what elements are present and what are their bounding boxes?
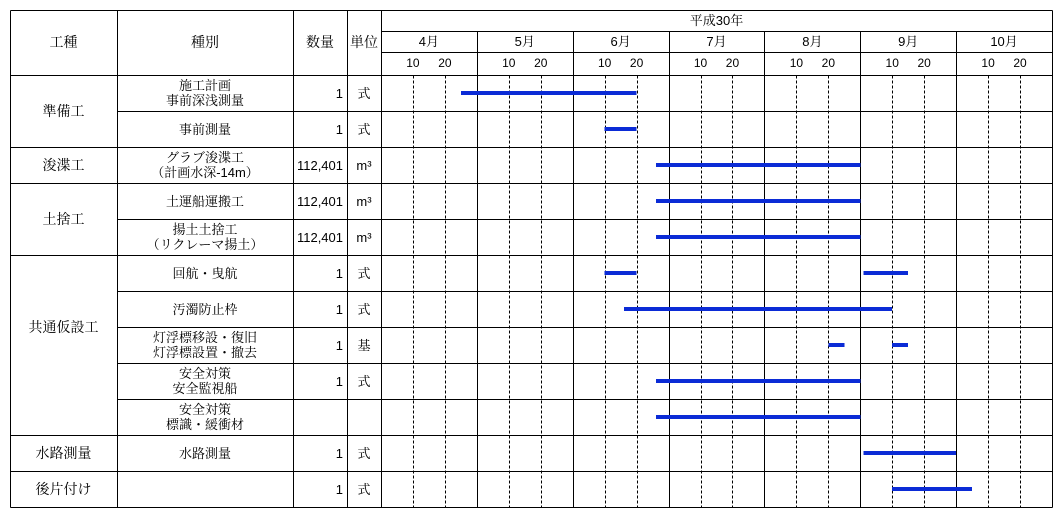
work-item-text: 汚濁防止枠 (172, 301, 238, 317)
month-label: 8月 (802, 34, 823, 49)
quantity-value: 1 (335, 301, 343, 317)
unit-value: m³ (356, 229, 372, 245)
unit-value: 式 (357, 373, 371, 389)
work-item-text: 灯浮標移設・復旧 (152, 330, 257, 345)
quantity-value: 1 (335, 373, 343, 389)
work-item-text: 水路測量 (178, 445, 231, 461)
schedule-bar (656, 235, 860, 239)
quantity-value: 112,401 (296, 193, 343, 209)
work-item-text: （計画水深-14m） (151, 165, 259, 180)
month-label: 10月 (990, 34, 1018, 49)
month-label: 9月 (898, 34, 919, 49)
day-tick-label: 20 (438, 56, 452, 70)
period-label: 平成30年 (689, 13, 744, 28)
quantity-value: 1 (335, 337, 343, 353)
work-item-text: 標識・緩衝材 (165, 417, 244, 432)
day-tick-label: 10 (981, 56, 995, 70)
work-item-text: 事前深浅測量 (165, 93, 244, 108)
work-item-cell (117, 219, 293, 255)
unit-value: 式 (357, 481, 371, 497)
work-item-cell (117, 291, 293, 327)
unit-value: 式 (357, 301, 371, 317)
unit-value: 基 (357, 337, 371, 353)
day-tick-label: 10 (406, 56, 420, 70)
unit-value: 式 (357, 85, 371, 101)
work-category-label: 共通仮設工 (28, 318, 99, 335)
day-tick-label: 10 (693, 56, 708, 70)
work-item-cell (117, 471, 293, 507)
work-item-text: 土運船運搬工 (165, 193, 244, 209)
work-item-cell (117, 183, 293, 219)
work-category-label: 浚渫工 (42, 156, 85, 173)
work-category-label: 水路測量 (35, 444, 92, 461)
quantity-value: 1 (335, 481, 343, 497)
day-tick-label: 10 (502, 56, 516, 70)
schedule-bar (624, 307, 892, 311)
month-label: 5月 (514, 34, 535, 49)
schedule-bar (828, 343, 844, 347)
work-item-text: 灯浮標設置・撤去 (152, 345, 257, 360)
quantity-value: 112,401 (296, 157, 343, 173)
unit-value: 式 (357, 265, 371, 281)
month-label: 7月 (706, 34, 727, 49)
quantity-value: 1 (335, 85, 343, 101)
quantity-value: 1 (335, 265, 343, 281)
header-work-category: 工種 (49, 34, 78, 50)
schedule-bar (892, 487, 972, 491)
work-item-cell (117, 435, 293, 471)
day-tick-label: 20 (534, 56, 548, 70)
quantity-value: 112,401 (296, 229, 343, 245)
quantity-value: 1 (335, 445, 343, 461)
work-item-text: 安全対策 (178, 402, 231, 417)
day-tick-label: 20 (917, 56, 931, 70)
schedule-bar (605, 127, 637, 131)
quantity-value: 1 (335, 121, 343, 137)
schedule-bar (656, 415, 860, 419)
month-label: 4月 (418, 34, 440, 49)
schedule-bar (892, 343, 908, 347)
unit-value: m³ (356, 157, 372, 173)
work-item-text: 揚土土捨工 (172, 222, 238, 237)
work-item-text: 事前測量 (178, 121, 231, 137)
header-quantity: 数量 (306, 34, 334, 50)
day-tick-label: 20 (725, 56, 740, 70)
schedule-bar (656, 199, 860, 203)
work-item-cell (117, 255, 293, 291)
work-item-text: 安全対策 (178, 366, 231, 381)
work-item-cell (117, 399, 293, 435)
work-item-text: （リクレーマ揚土） (146, 237, 264, 252)
work-category-label: 準備工 (42, 102, 85, 119)
work-item-text: 施工計画 (178, 78, 231, 93)
work-item-cell (117, 111, 293, 147)
work-item-text: 安全監視船 (172, 381, 238, 396)
day-tick-label: 10 (597, 56, 612, 70)
schedule-bar (863, 451, 956, 455)
work-item-text: グラブ浚渫工 (165, 150, 244, 165)
work-item-cell (117, 363, 293, 399)
day-tick-label: 20 (629, 56, 644, 70)
unit-value: 式 (357, 121, 371, 137)
header-unit: 単位 (350, 34, 378, 50)
schedule-bar (863, 271, 908, 275)
month-label: 6月 (610, 34, 631, 49)
unit-value: 式 (357, 445, 371, 461)
unit-value: m³ (356, 193, 372, 209)
schedule-bar (605, 271, 637, 275)
schedule-bar (656, 163, 860, 167)
schedule-bar (461, 91, 637, 95)
work-item-cell (117, 147, 293, 183)
header-work-item: 種別 (191, 34, 219, 50)
work-item-text: 回航・曳航 (172, 265, 238, 281)
day-tick-label: 10 (789, 56, 804, 70)
work-category-label: 後片付け (35, 480, 92, 497)
work-item-cell (117, 75, 293, 111)
day-tick-label: 20 (821, 56, 835, 70)
day-tick-label: 20 (1013, 56, 1027, 70)
work-item-cell (117, 327, 293, 363)
work-category-label: 土捨工 (42, 210, 85, 227)
day-tick-label: 10 (885, 56, 899, 70)
schedule-bar (656, 379, 860, 383)
